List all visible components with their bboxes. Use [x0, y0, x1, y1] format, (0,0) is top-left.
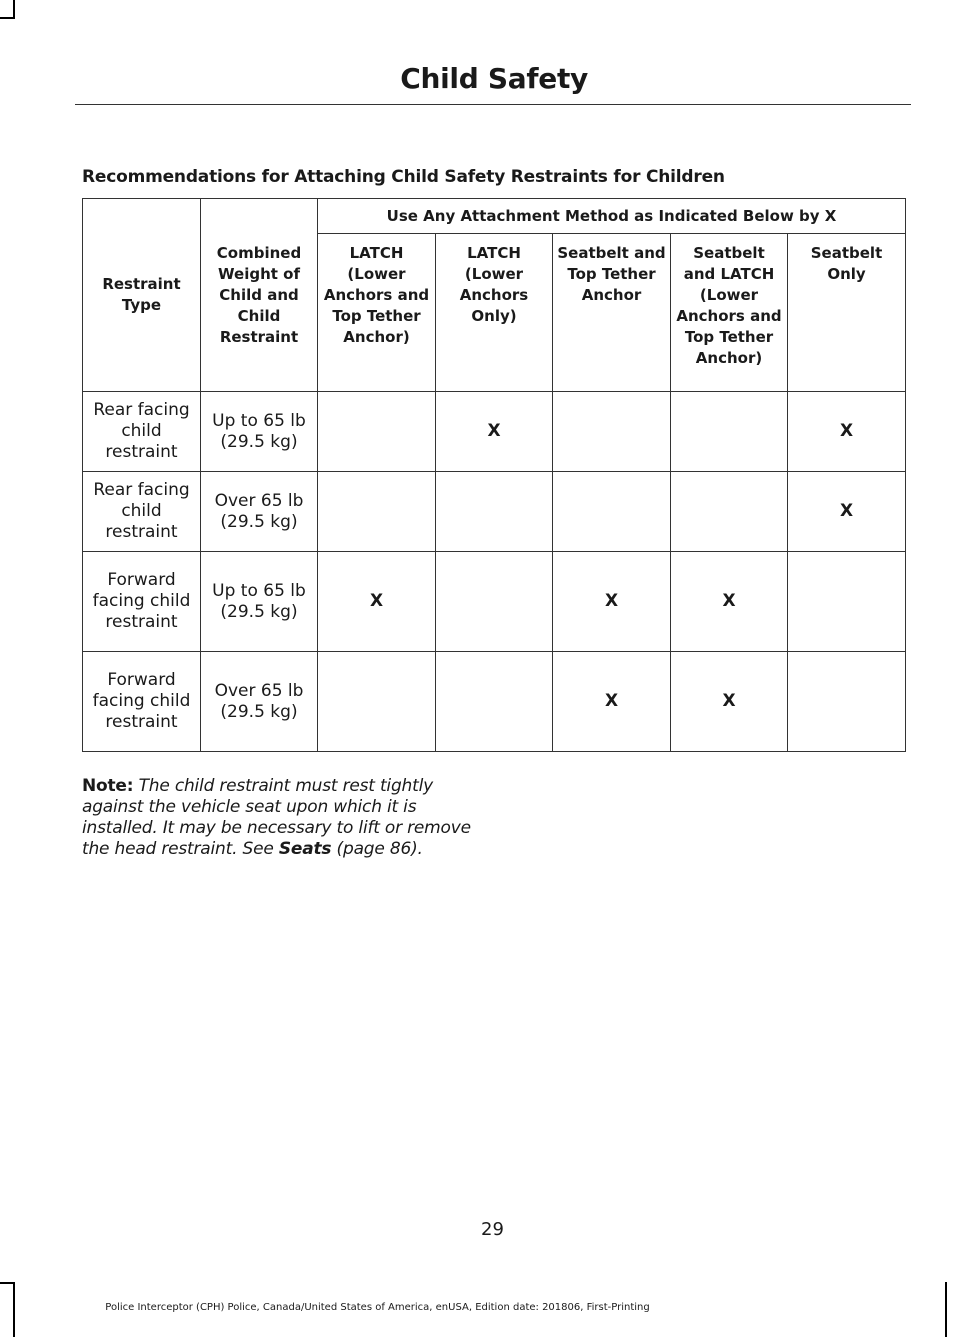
page-title: Child Safety [400, 62, 588, 95]
header-method-latch-top-tether: LATCH (Lower Anchors and Top Tether Anchor) [318, 234, 436, 392]
weight-cell: Over 65 lb (29.5 kg) [201, 652, 318, 752]
header-divider [75, 104, 911, 105]
table-row [83, 392, 906, 472]
restraint-table [82, 198, 906, 752]
restraint-type-cell: Forward facing child restraint [83, 652, 201, 752]
table-row [83, 652, 906, 752]
attachment-mark [788, 652, 906, 752]
seats-cross-reference-link[interactable]: Seats [278, 839, 332, 859]
attachment-mark [318, 652, 436, 752]
header-method-latch-lower-only: LATCH (Lower Anchors Only) [436, 234, 553, 392]
restraint-type-cell: Rear facing child restraint [83, 472, 201, 552]
attachment-mark [671, 392, 788, 472]
attachment-mark: X [671, 652, 788, 752]
attachment-mark [436, 472, 553, 552]
attachment-mark [671, 472, 788, 552]
weight-cell: Up to 65 lb (29.5 kg) [201, 552, 318, 652]
crop-mark-top-left-h [0, 17, 15, 19]
attachment-mark: X [318, 552, 436, 652]
page-number: 29 [481, 1219, 504, 1240]
table-row [83, 472, 906, 552]
attachment-mark: X [788, 392, 906, 472]
header-restraint-type: Restraint Type [83, 199, 201, 392]
attachment-mark [553, 472, 671, 552]
header-attachment-group: Use Any Attachment Method as Indicated Below by X [318, 199, 906, 234]
attachment-mark [436, 552, 553, 652]
restraint-type-cell: Rear facing child restraint [83, 392, 201, 472]
attachment-mark [318, 392, 436, 472]
attachment-mark: X [553, 652, 671, 752]
attachment-mark [788, 552, 906, 652]
attachment-mark [436, 652, 553, 752]
section-heading: Recommendations for Attaching Child Safety Restraints for Children [82, 167, 725, 187]
restraint-type-cell: Forward facing child restraint [83, 552, 201, 652]
weight-cell: Over 65 lb (29.5 kg) [201, 472, 318, 552]
table-row [83, 552, 906, 652]
crop-mark-bottom-right [945, 1282, 947, 1337]
attachment-mark: X [788, 472, 906, 552]
crop-mark-top-left [13, 0, 15, 18]
page-footer: Police Interceptor (CPH) Police, Canada/United States of America, enUSA, Edition date: 201806, First-Printing [105, 1302, 650, 1313]
attachment-mark [318, 472, 436, 552]
note-label: Note: [82, 776, 134, 796]
attachment-mark [553, 392, 671, 472]
header-method-seatbelt-latch: Seatbelt and LATCH (Lower Anchors and Top Tether Anchor) [671, 234, 788, 392]
note-paragraph [82, 776, 482, 860]
crop-mark-bottom-left-h [0, 1282, 15, 1284]
note-page-reference: (page 86). [336, 839, 423, 859]
weight-cell: Up to 65 lb (29.5 kg) [201, 392, 318, 472]
attachment-mark: X [671, 552, 788, 652]
attachment-mark: X [553, 552, 671, 652]
note-text: The child restraint must rest tightly against the vehicle seat upon which it is installed. It may be necessary to lift or remove the head restraint. See [82, 776, 471, 859]
header-combined-weight: Combined Weight of Child and Child Restraint [201, 199, 318, 392]
header-method-seatbelt-only: Seatbelt Only [788, 234, 906, 392]
header-method-seatbelt-top-tether: Seatbelt and Top Tether Anchor [553, 234, 671, 392]
attachment-mark: X [436, 392, 553, 472]
